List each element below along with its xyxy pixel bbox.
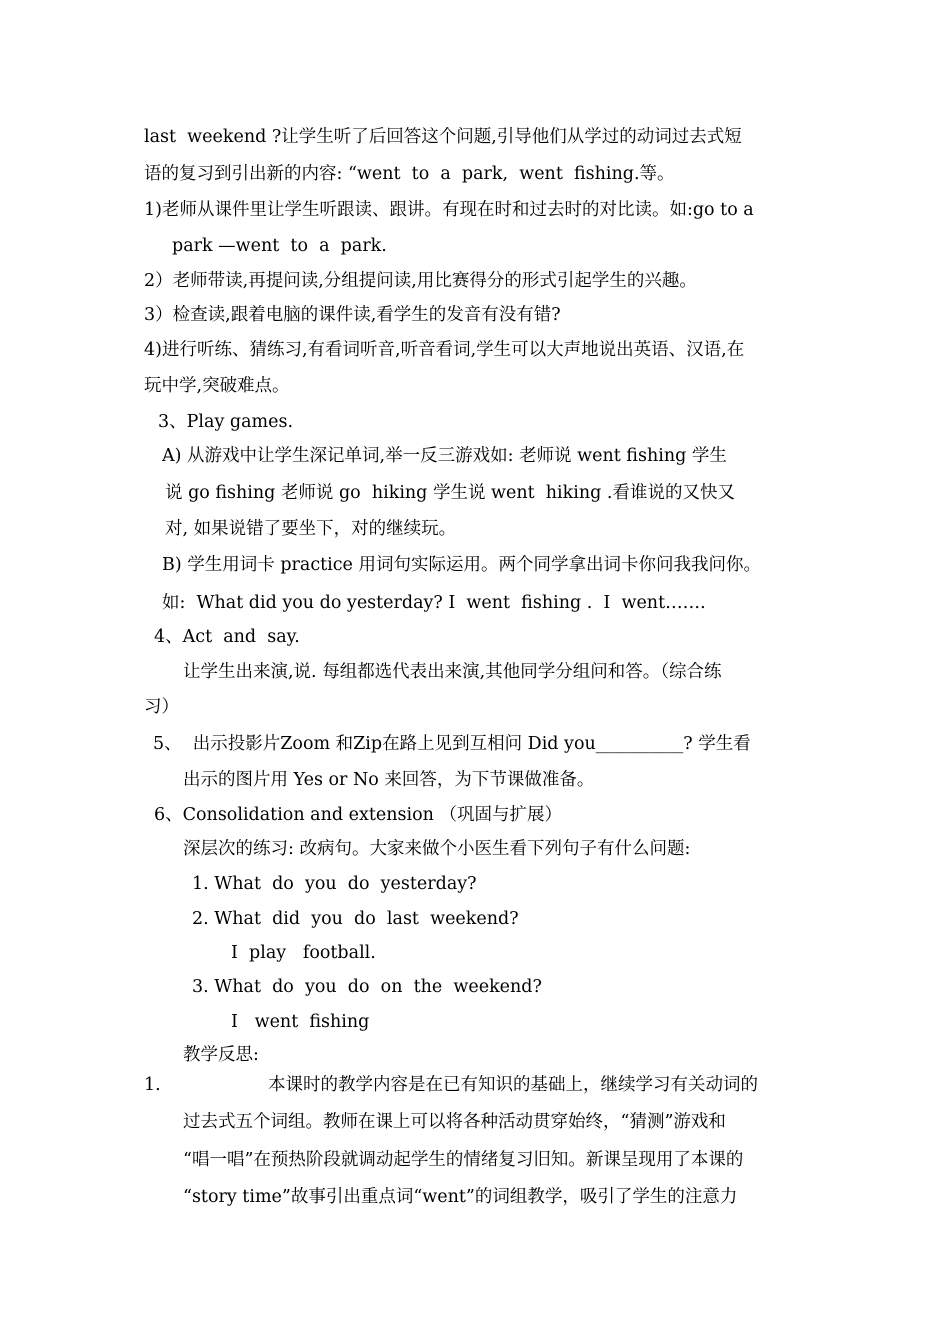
- text-line: 玩中学,突破难点。: [144, 376, 290, 396]
- text-line: “唱一唱”在预热阶段就调动起学生的情绪复习旧知。新课呈现用了本课的: [183, 1150, 744, 1170]
- text-line: 出示的图片用 Yes or No 来回答，为下节课做准备。: [183, 770, 595, 790]
- list-item: 1. What do you do yesterday?: [192, 874, 477, 894]
- text-line: 2）老师带读,再提问读,分组提问读,用比赛得分的形式引起学生的兴趣。: [144, 271, 697, 291]
- text-line: 本课时的教学内容是在已有知识的基础上，继续学习有关动词的: [268, 1075, 758, 1095]
- text-line: A) 从游戏中让学生深记单词,举一反三游戏如: 老师说 went fishing 学生: [162, 446, 727, 466]
- text-line: B) 学生用词卡 practice 用词句实际运用。两个同学拿出词卡你问我我问你。: [162, 555, 761, 575]
- section-heading: 3、Play games.: [158, 412, 294, 432]
- text-line: 1)老师从课件里让学生听跟读、跟讲。有现在时和过去时的对比读。如:go to a: [144, 200, 754, 220]
- text-line: 习）: [144, 697, 179, 717]
- section-heading: 4、Act and say.: [154, 627, 300, 647]
- text-line: last weekend ?让学生听了后回答这个问题,引导他们从学过的动词过去式短: [144, 127, 742, 147]
- text-line: 如: What did you do yesterday? I went fishing . I went…….: [162, 593, 706, 613]
- text-line: 语的复习到引出新的内容: “went to a park, went fishing.等。: [144, 164, 675, 184]
- section-heading: 6、Consolidation and extension （巩固与扩展）: [154, 805, 562, 825]
- text-line: 3）检查读,跟着电脑的课件读,看学生的发音有没有错?: [144, 305, 561, 325]
- text-line: 4)进行听练、猜练习,有看词听音,听音看词,学生可以大声地说出英语、汉语,在: [144, 340, 745, 360]
- list-item: I went fishing: [231, 1012, 370, 1032]
- text-line: 过去式五个词组。教师在课上可以将各种活动贯穿始终，“猜测”游戏和: [183, 1112, 726, 1132]
- list-item: 3. What do you do on the weekend?: [192, 977, 542, 997]
- text-line: 深层次的练习: 改病句。大家来做个小医生看下列句子有什么问题:: [183, 839, 691, 859]
- list-number: 1.: [144, 1075, 161, 1095]
- text-line: 对, 如果说错了要坐下，对的继续玩。: [165, 519, 457, 539]
- text-line: park —went to a park.: [172, 236, 387, 256]
- text-line: 说 go fishing 老师说 go hiking 学生说 went hiking .看谁说的又快又: [165, 483, 735, 503]
- text-line: 5、 出示投影片Zoom 和Zip在路上见到互相问 Did you__________? 学生看: [153, 734, 751, 754]
- list-item: 2. What did you do last weekend?: [192, 909, 519, 929]
- list-item: I play football.: [231, 943, 376, 963]
- text-line: “story time”故事引出重点词“went”的词组教学，吸引了学生的注意力: [183, 1187, 738, 1207]
- text-line: 让学生出来演,说. 每组都选代表出来演,其他同学分组问和答。（综合练: [183, 662, 722, 682]
- section-heading: 教学反思:: [183, 1045, 259, 1065]
